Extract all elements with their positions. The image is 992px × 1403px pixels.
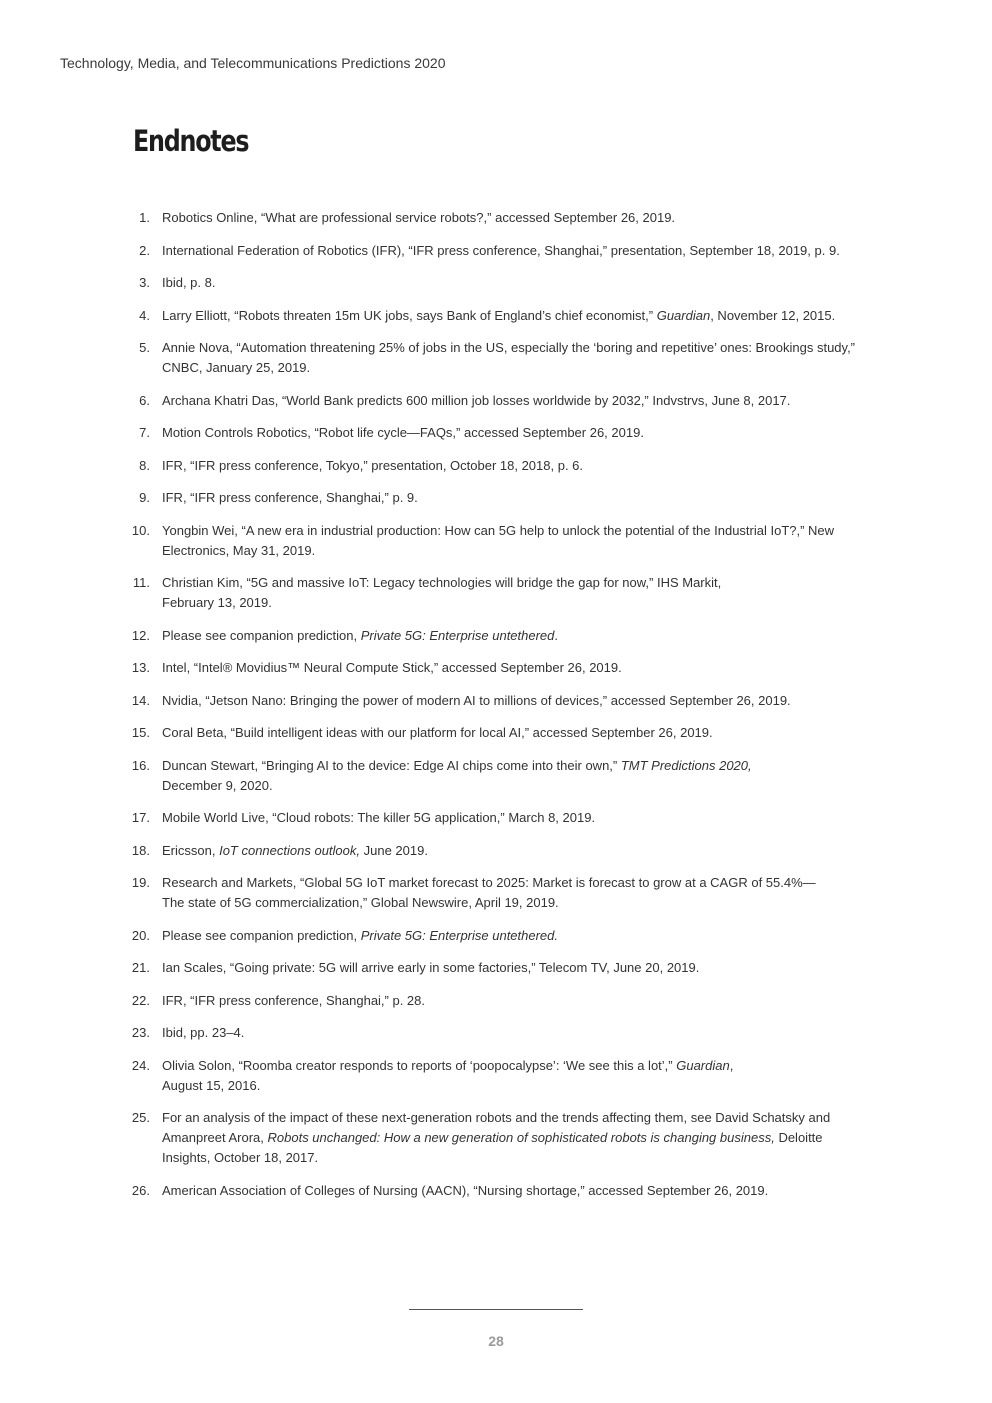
endnote-text-segment: Mobile World Live, “Cloud robots: The killer 5G application,” March 8, 2019. [162, 810, 596, 825]
endnote-text [162, 756, 867, 796]
endnote-text [162, 958, 867, 978]
endnote-text-segment: International Federation of Robotics (IFR), “IFR press conference, Shanghai,” presentation, September 18, 2019, p. 9. [162, 242, 840, 258]
endnote-text [162, 991, 867, 1011]
endnote-text-segment: The state of 5G commercialization,” Global Newswire, April 19, 2019. [162, 895, 559, 910]
endnote-text-segment: Larry Elliott, “Robots threaten 15m UK jobs, says Bank of England’s chief economist,” [162, 307, 657, 323]
endnote-item [127, 991, 867, 1011]
endnote-number: 4. [139, 307, 150, 323]
endnote-item [127, 808, 867, 828]
endnote-text-segment: IFR, “IFR press conference, Shanghai,” p. 9. [162, 490, 418, 505]
endnote-number: 12. [131, 627, 150, 643]
endnote-text [162, 1056, 867, 1096]
endnote-item [127, 573, 867, 613]
endnote-number: 25. [131, 1110, 150, 1125]
endnote-italic-title: Private 5G: Enterprise untethered [360, 627, 555, 643]
endnote-number: 10. [131, 522, 150, 538]
endnote-item [127, 626, 867, 646]
endnote-number: 21. [131, 960, 150, 975]
endnote-text-segment: Intel, “Intel® Movidius™ Neural Compute Stick,” accessed September 26, 2019. [162, 660, 622, 675]
endnote-number: 1. [139, 210, 150, 225]
endnote-number: 14. [131, 692, 150, 708]
endnote-text [162, 808, 867, 828]
endnote-text [162, 423, 867, 443]
endnote-text [162, 208, 867, 228]
endnote-item [127, 1023, 867, 1043]
endnote-text-segment: June 2019. [360, 842, 428, 858]
endnote-item [127, 273, 867, 293]
endnote-italic-title: IoT connections outlook, [219, 842, 360, 858]
endnote-text [162, 1023, 867, 1043]
endnote-number: 23. [131, 1025, 150, 1040]
endnote-italic-title: Private 5G: Enterprise untethered. [360, 927, 559, 943]
endnote-number: 3. [139, 275, 150, 290]
endnote-item [127, 423, 867, 443]
endnote-number: 20. [131, 927, 150, 943]
endnote-item [127, 208, 867, 228]
endnote-text-segment: Coral Beta, “Build intelligent ideas with our platform for local AI,” accessed September 26, 2019. [162, 725, 713, 740]
endnote-number: 9. [139, 490, 150, 505]
endnote-text-segment: , November 12, 2015. [710, 307, 836, 323]
endnote-text [162, 1108, 867, 1168]
endnote-text [162, 306, 867, 326]
endnote-text [162, 658, 867, 678]
endnote-text [162, 626, 867, 646]
endnote-item [127, 723, 867, 743]
endnote-text-segment: Motion Controls Robotics, “Robot life cycle—FAQs,” accessed September 26, 2019. [162, 425, 644, 440]
endnote-text [162, 273, 867, 293]
endnote-number: 8. [139, 457, 150, 473]
running-header: Technology, Media, and Telecommunications Predictions 2020 [60, 55, 446, 71]
endnote-item [127, 521, 867, 561]
endnote-item [127, 873, 867, 913]
endnote-number: 2. [139, 242, 150, 258]
endnote-number: 17. [131, 810, 150, 825]
endnote-item [127, 456, 867, 476]
endnote-text [162, 391, 867, 411]
endnote-number: 22. [131, 992, 150, 1008]
endnote-number: 7. [139, 425, 150, 440]
endnote-text-segment: Ibid, pp. 23–4. [162, 1025, 245, 1040]
endnote-item [127, 841, 867, 861]
endnote-number: 24. [131, 1057, 150, 1073]
endnote-text-segment: . [554, 627, 559, 643]
endnote-number: 26. [131, 1182, 150, 1198]
endnote-text-segment: IFR, “IFR press conference, Tokyo,” presentation, October 18, 2018, p. 6. [162, 457, 584, 473]
endnote-italic-title: Guardian [676, 1057, 730, 1073]
endnote-text-segment: February 13, 2019. [162, 595, 272, 610]
endnote-text-segment: Please see companion prediction, [162, 927, 361, 943]
endnote-text-segment: Ibid, p. 8. [162, 275, 216, 290]
endnote-text [162, 241, 867, 261]
endnote-text-segment: December 9, 2020. [162, 777, 273, 793]
endnote-text-segment: Ian Scales, “Going private: 5G will arrive early in some factories,” Telecom TV, June 20, 2019. [162, 960, 700, 975]
endnote-text-segment: Duncan Stewart, “Bringing AI to the device: Edge AI chips come into their own,” [162, 757, 621, 773]
endnote-text [162, 488, 867, 508]
endnote-text-segment: Christian Kim, “5G and massive IoT: Legacy technologies will bridge the gap for now,” IHS Markit, [162, 575, 722, 590]
endnote-item [127, 338, 867, 378]
endnote-text-segment: August 15, 2016. [162, 1077, 261, 1093]
endnotes-list [127, 208, 867, 1213]
endnote-text-segment: Archana Khatri Das, “World Bank predicts 600 million job losses worldwide by 2032,” Indvstrvs, June 8, 2017. [162, 392, 791, 408]
endnote-text [162, 873, 867, 913]
endnote-item [127, 488, 867, 508]
endnote-item [127, 1056, 867, 1096]
endnote-text [162, 723, 867, 743]
endnote-item [127, 926, 867, 946]
endnote-item [127, 1108, 867, 1168]
endnote-item [127, 691, 867, 711]
endnote-text-segment: Olivia Solon, “Roomba creator responds to reports of ‘poopocalypse’: ‘We see this a lot’,” [162, 1057, 677, 1073]
endnote-item [127, 306, 867, 326]
endnote-italic-title: TMT Predictions 2020, [620, 757, 752, 773]
endnote-text-segment: Please see companion prediction, [162, 627, 361, 643]
endnote-text-segment: Research and Markets, “Global 5G IoT market forecast to 2025: Market is forecast to grow at a CAGR of 55.4%— [162, 875, 816, 890]
endnote-text-segment: Annie Nova, “Automation threatening 25% of jobs in the US, especially the ‘boring and repetitive’ ones: Brookings study,” CNBC, January 25, 2019. [162, 340, 856, 375]
page-title: Endnotes [133, 124, 249, 158]
endnote-number: 16. [131, 757, 150, 773]
page-number: 28 [488, 1333, 504, 1349]
endnote-text [162, 926, 867, 946]
endnote-text [162, 841, 867, 861]
endnote-text-segment: IFR, “IFR press conference, Shanghai,” p. 28. [162, 992, 426, 1008]
endnote-text-segment: Robotics Online, “What are professional service robots?,” accessed September 26, 2019. [162, 210, 676, 225]
endnote-number: 6. [139, 392, 150, 408]
endnote-number: 11. [132, 575, 150, 590]
endnote-number: 15. [131, 725, 150, 740]
endnote-text-segment: For an analysis of the impact of these next-generation robots and the trends affecting them, see David Schatsky and Amanpreet Arora, [162, 1110, 831, 1145]
endnote-text-segment: Ericsson, [162, 842, 220, 858]
endnote-italic-title: Robots unchanged: How a new generation of sophisticated robots is changing business, [267, 1130, 775, 1145]
endnote-item [127, 1181, 867, 1201]
endnote-text-segment: , [729, 1057, 734, 1073]
endnote-text [162, 456, 867, 476]
endnote-text [162, 573, 867, 613]
endnote-text-segment: American Association of Colleges of Nursing (AACN), “Nursing shortage,” accessed September 26, 2019. [162, 1182, 769, 1198]
endnote-number: 5. [139, 340, 150, 355]
endnote-item [127, 658, 867, 678]
endnote-item [127, 391, 867, 411]
endnote-text-segment: Deloitte Insights, October 18, 2017. [162, 1130, 823, 1165]
endnote-number: 18. [131, 842, 150, 858]
endnote-number: 19. [131, 875, 150, 890]
endnote-text-segment: Nvidia, “Jetson Nano: Bringing the power of modern AI to millions of devices,” accessed September 26, 2019. [162, 692, 791, 708]
footer-divider [409, 1309, 583, 1310]
endnote-number: 13. [131, 660, 150, 675]
endnote-italic-title: Guardian [656, 307, 711, 323]
endnote-text [162, 338, 867, 378]
endnote-text [162, 521, 867, 561]
endnote-text [162, 1181, 867, 1201]
endnote-text [162, 691, 867, 711]
endnote-text-segment: Yongbin Wei, “A new era in industrial production: How can 5G help to unlock the potential of the Industrial IoT?,” New Electronics, May 31, 2019. [162, 522, 835, 558]
endnote-item [127, 958, 867, 978]
endnote-item [127, 241, 867, 261]
endnote-item [127, 756, 867, 796]
